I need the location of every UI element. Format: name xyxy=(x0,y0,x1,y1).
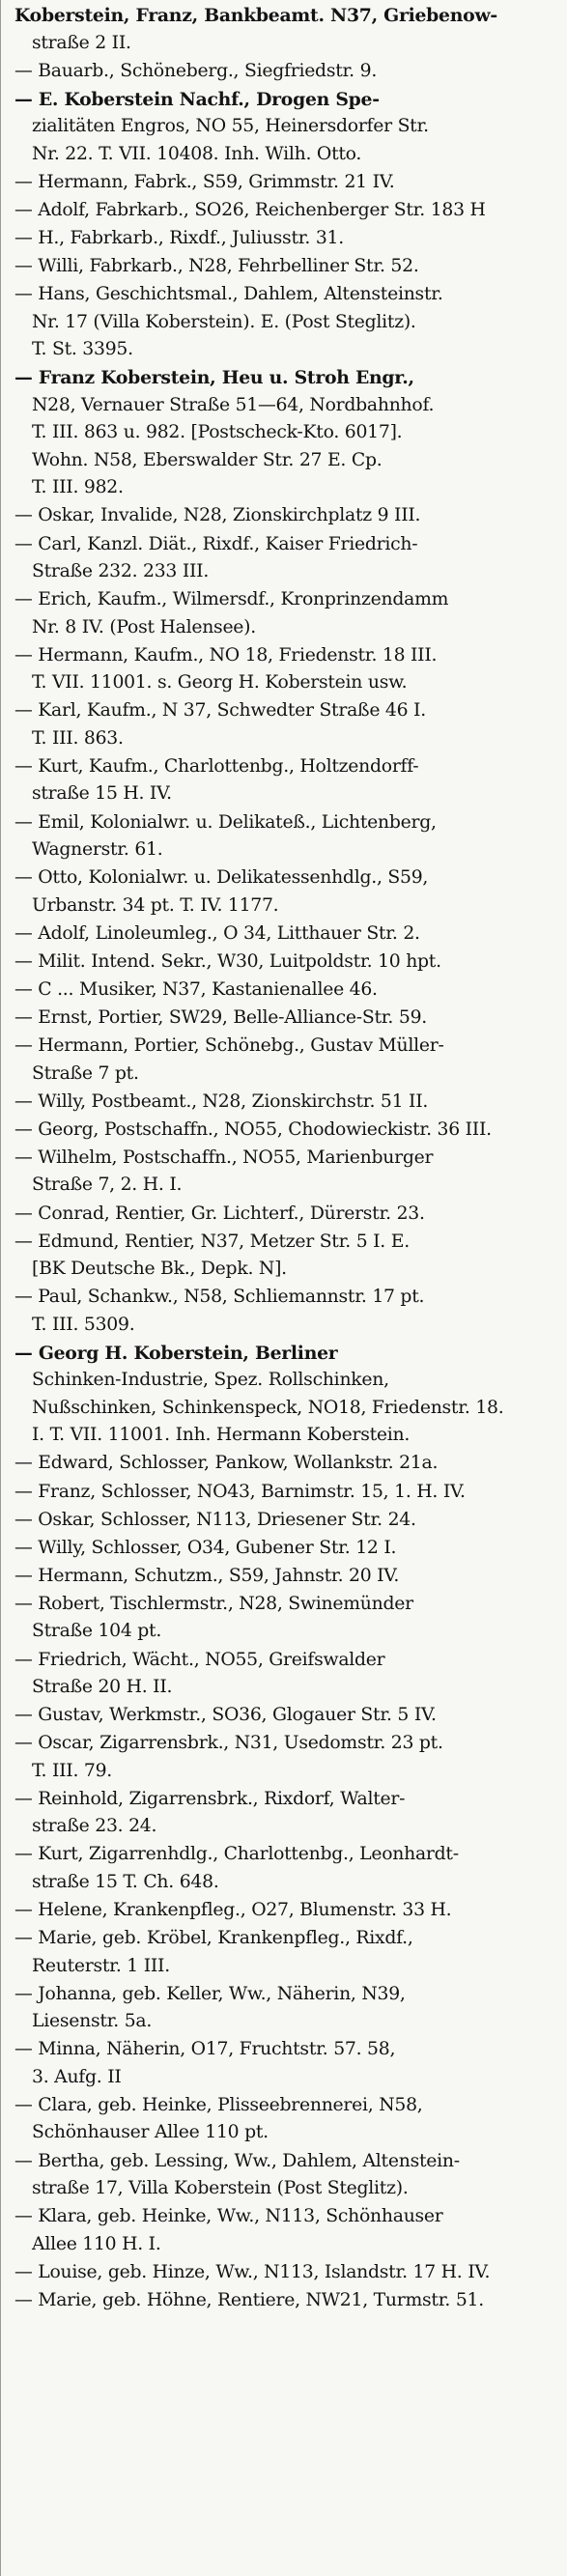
entry-continuation-line: T. III. 982. xyxy=(32,477,124,498)
directory-entry xyxy=(1,1145,567,1200)
entry-continuation-line: Urbanstr. 34 pt. T. IV. 1177. xyxy=(32,894,279,916)
directory-entry xyxy=(1,1005,567,1033)
directory-entry xyxy=(1,2259,567,2287)
entry-continuation-line: straße 23. 24. xyxy=(32,1816,157,1837)
entry-first-line: — Georg H. Koberstein, Berliner xyxy=(14,1342,338,1364)
directory-entry xyxy=(1,586,567,641)
entry-first-line: — C ... Musiker, N37, Kastanienallee 46. xyxy=(14,978,378,1000)
entry-first-line: — Adolf, Fabrkarb., SO26, Reichenberger Str. 183 H xyxy=(14,199,486,220)
entry-first-line: — Reinhold, Zigarrensbrk., Rixdorf, Walter- xyxy=(14,1788,406,1809)
directory-entry xyxy=(1,225,567,253)
entry-continuation-line: Schönhauser Allee 110 pt. xyxy=(32,2122,269,2143)
entry-first-line: — Friedrich, Wächt., NO55, Greifswalder xyxy=(14,1649,385,1670)
directory-entry xyxy=(1,2092,567,2147)
directory-entry xyxy=(1,864,567,920)
entry-continuation-line: T. III. 5309. xyxy=(32,1314,135,1335)
entry-first-line: — Robert, Tischlermstr., N28, Swinemünder xyxy=(14,1593,413,1614)
directory-entry xyxy=(1,1897,567,1925)
directory-entry xyxy=(1,197,567,225)
directory-entry xyxy=(1,1647,567,1702)
directory-entry xyxy=(1,2036,567,2091)
entry-first-line: — Kurt, Zigarrenhdlg., Charlottenbg., Leonhardt- xyxy=(14,1844,459,1865)
entry-continuation-line: Reuterstr. 1 III. xyxy=(32,1955,170,1976)
entry-first-line: — Willy, Schlosser, O34, Gubener Str. 12 I. xyxy=(14,1537,397,1558)
entry-first-line: — Willi, Fabrkarb., N28, Fehrbelliner Str. 52. xyxy=(14,256,419,277)
entry-first-line: — Clara, geb. Heinke, Plisseebrennerei, N58, xyxy=(14,2094,423,2115)
directory-entry xyxy=(1,1229,567,1284)
entry-continuation-line: zialitäten Engros, NO 55, Heinersdorfer Str. xyxy=(32,116,429,137)
entry-first-line: — Klara, geb. Heinke, Ww., N113, Schönhauser xyxy=(14,2206,443,2227)
directory-entry xyxy=(1,2148,567,2203)
directory-entry xyxy=(1,58,567,86)
directory-entry xyxy=(1,1786,567,1841)
entry-continuation-line: Straße 7 pt. xyxy=(32,1062,139,1084)
directory-entry xyxy=(1,1284,567,1339)
entry-first-line: — Bauarb., Schöneberg., Siegfriedstr. 9. xyxy=(14,60,378,81)
entry-first-line: — Helene, Krankenpfleg., O27, Blumenstr. 33 H. xyxy=(14,1900,452,1920)
directory-entry xyxy=(1,977,567,1005)
directory-entry xyxy=(1,1340,567,1450)
directory-entry xyxy=(1,1201,567,1229)
directory-entry xyxy=(1,1841,567,1896)
directory-entry xyxy=(1,1507,567,1535)
entry-continuation-line: Allee 110 H. I. xyxy=(32,2233,161,2254)
entry-first-line: — Paul, Schankw., N58, Schliemannstr. 17 pt. xyxy=(14,1287,425,1308)
entry-first-line: — Marie, geb. Höhne, Rentiere, NW21, Turmstr. 51. xyxy=(14,2289,484,2310)
entry-continuation-line: Straße 104 pt. xyxy=(32,1621,162,1642)
entry-first-line: — Georg, Postschaffn., NO55, Chodowieckistr. 36 III. xyxy=(14,1118,492,1140)
entry-continuation-line: Nr. 17 (Villa Koberstein). E. (Post Steglitz). xyxy=(32,311,416,332)
entry-first-line: — Minna, Näherin, O17, Fruchtstr. 57. 58, xyxy=(14,2039,396,2060)
entry-first-line: — Erich, Kaufm., Wilmersdf., Kronprinzendamm xyxy=(14,589,449,610)
entry-continuation-line: straße 17, Villa Koberstein (Post Steglitz). xyxy=(32,2178,409,2198)
entry-continuation-line: T. III. 79. xyxy=(32,1760,113,1781)
entry-continuation-line: T. VII. 11001. s. Georg H. Koberstein usw. xyxy=(32,672,408,694)
entry-first-line: — Oskar, Invalide, N28, Zionskirchplatz 9 III. xyxy=(14,505,421,526)
entry-continuation-line: Liesenstr. 5a. xyxy=(32,2011,153,2032)
directory-entry xyxy=(1,1925,567,1980)
entry-first-line: — Karl, Kaufm., N 37, Schwedter Straße 46 I. xyxy=(14,700,426,722)
directory-entry xyxy=(1,642,567,697)
entry-continuation-line: T. III. 863. xyxy=(32,727,124,749)
entry-continuation-line: 3. Aufg. II xyxy=(32,2066,122,2087)
entry-first-line: — Edmund, Rentier, N37, Metzer Str. 5 I. E. xyxy=(14,1231,410,1252)
entry-first-line: — Conrad, Rentier, Gr. Lichterf., Dürerstr. 23. xyxy=(14,1203,425,1224)
directory-entry xyxy=(1,1117,567,1145)
entry-continuation-line: I. T. VII. 11001. Inh. Hermann Koberstein. xyxy=(32,1425,411,1446)
entry-first-line: — Hermann, Schutzm., S59, Jahnstr. 20 IV. xyxy=(14,1565,400,1586)
entry-continuation-line: [BK Deutsche Bk., Depk. N]. xyxy=(32,1259,287,1280)
entry-continuation-line: Wohn. N58, Eberswalder Str. 27 E. Cp. xyxy=(32,449,383,470)
entry-continuation-line: T. St. 3395. xyxy=(32,339,133,360)
directory-entry xyxy=(1,2203,567,2258)
entry-continuation-line: straße 2 II. xyxy=(32,32,131,53)
entry-continuation-line: Schinken-Industrie, Spez. Rollschinken, xyxy=(32,1370,389,1391)
entry-first-line: — E. Koberstein Nachf., Drogen Spe- xyxy=(14,88,380,110)
entry-first-line: Koberstein, Franz, Bankbeamt. N37, Griebenow- xyxy=(14,5,497,26)
directory-entry xyxy=(1,1479,567,1507)
directory-entry xyxy=(1,753,567,808)
entry-continuation-line: Nr. 8 IV. (Post Halensee). xyxy=(32,616,256,637)
entry-first-line: — Oskar, Schlosser, N113, Driesener Str. 24. xyxy=(14,1509,416,1530)
entry-first-line: — Carl, Kanzl. Diät., Rixdf., Kaiser Friedrich- xyxy=(14,533,418,554)
entry-first-line: — Gustav, Werkmstr., SO36, Glogauer Str. 5 IV. xyxy=(14,1705,437,1726)
entry-continuation-line: Straße 232. 233 III. xyxy=(32,561,210,581)
directory-entry xyxy=(1,920,567,948)
directory-entry xyxy=(1,281,567,364)
entry-first-line: — Emil, Kolonialwr. u. Delikateß., Lichtenberg, xyxy=(14,811,437,833)
directory-entry xyxy=(1,1563,567,1591)
entry-continuation-line: straße 15 H. IV. xyxy=(32,783,172,805)
entry-continuation-line: N28, Vernauer Straße 51—64, Nordbahnhof. xyxy=(32,394,435,415)
directory-entry xyxy=(1,1730,567,1785)
directory-entry xyxy=(1,2287,567,2315)
directory-entry xyxy=(1,1702,567,1730)
entry-first-line: — Edward, Schlosser, Pankow, Wollankstr. 21a. xyxy=(14,1453,439,1474)
directory-entry xyxy=(1,1089,567,1117)
directory-entry xyxy=(1,697,567,752)
directory-entry xyxy=(1,253,567,281)
entry-continuation-line: Wagnerstr. 61. xyxy=(32,839,163,860)
entry-first-line: — Franz, Schlosser, NO43, Barnimstr. 15, 1. H. IV. xyxy=(14,1481,466,1502)
entry-continuation-line: Nußschinken, Schinkenspeck, NO18, Friedenstr. 18. xyxy=(32,1397,504,1418)
entry-first-line: — Louise, geb. Hinze, Ww., N113, Islandstr. 17 H. IV. xyxy=(14,2261,491,2282)
directory-entry xyxy=(1,86,567,169)
directory-entry xyxy=(1,169,567,197)
directory-entry xyxy=(1,364,567,502)
entry-first-line: — Oscar, Zigarrensbrk., N31, Usedomstr. 23 pt. xyxy=(14,1733,443,1754)
entry-first-line: — Ernst, Portier, SW29, Belle-Alliance-Str. 59. xyxy=(14,1007,427,1028)
entry-first-line: — Hermann, Kaufm., NO 18, Friedenstr. 18 III. xyxy=(14,644,438,665)
directory-entry xyxy=(1,1450,567,1478)
entry-continuation-line: T. III. 863 u. 982. [Postscheck-Kto. 6017]. xyxy=(32,422,403,443)
entry-first-line: — Milit. Intend. Sekr., W30, Luitpoldstr. 10 hpt. xyxy=(14,950,441,972)
entry-first-line: — Hermann, Fabrk., S59, Grimmstr. 21 IV. xyxy=(14,171,395,192)
entry-continuation-line: Straße 20 H. II. xyxy=(32,1677,173,1697)
directory-entry xyxy=(1,2,567,57)
entry-continuation-line: Nr. 22. T. VII. 10408. Inh. Wilh. Otto. xyxy=(32,143,362,164)
directory-entry xyxy=(1,502,567,530)
entry-first-line: — Willy, Postbeamt., N28, Zionskirchstr. 51 II. xyxy=(14,1090,429,1112)
directory-entry xyxy=(1,1981,567,2036)
entry-first-line: — Wilhelm, Postschaffn., NO55, Marienburger xyxy=(14,1146,434,1168)
directory-entry xyxy=(1,809,567,864)
entry-first-line: — H., Fabrkarb., Rixdf., Juliusstr. 31. xyxy=(14,228,344,248)
entry-continuation-line: Straße 7, 2. H. I. xyxy=(32,1175,183,1196)
directory-entry xyxy=(1,1033,567,1088)
entry-first-line: — Otto, Kolonialwr. u. Delikatessenhdlg., S59, xyxy=(14,867,429,889)
directory-entry xyxy=(1,948,567,977)
entry-first-line: — Marie, geb. Kröbel, Krankenpfleg., Rixdf., xyxy=(14,1928,413,1949)
directory-entry xyxy=(1,1591,567,1646)
entry-first-line: — Johanna, geb. Keller, Ww., Näherin, N39, xyxy=(14,1983,406,2004)
entry-first-line: — Hans, Geschichtsmal., Dahlem, Altensteinstr. xyxy=(14,284,443,305)
directory-entry xyxy=(1,531,567,586)
entry-first-line: — Franz Koberstein, Heu u. Stroh Engr., xyxy=(14,367,414,389)
entry-first-line: — Adolf, Linoleumleg., O 34, Litthauer Str. 2. xyxy=(14,922,420,944)
entry-first-line: — Bertha, geb. Lessing, Ww., Dahlem, Altenstein- xyxy=(14,2150,460,2171)
entry-continuation-line: straße 15 T. Ch. 648. xyxy=(32,1871,219,1892)
entry-first-line: — Kurt, Kaufm., Charlottenbg., Holtzendorff- xyxy=(14,755,419,777)
entry-first-line: — Hermann, Portier, Schönebg., Gustav Müller- xyxy=(14,1035,444,1057)
directory-entry xyxy=(1,1535,567,1563)
